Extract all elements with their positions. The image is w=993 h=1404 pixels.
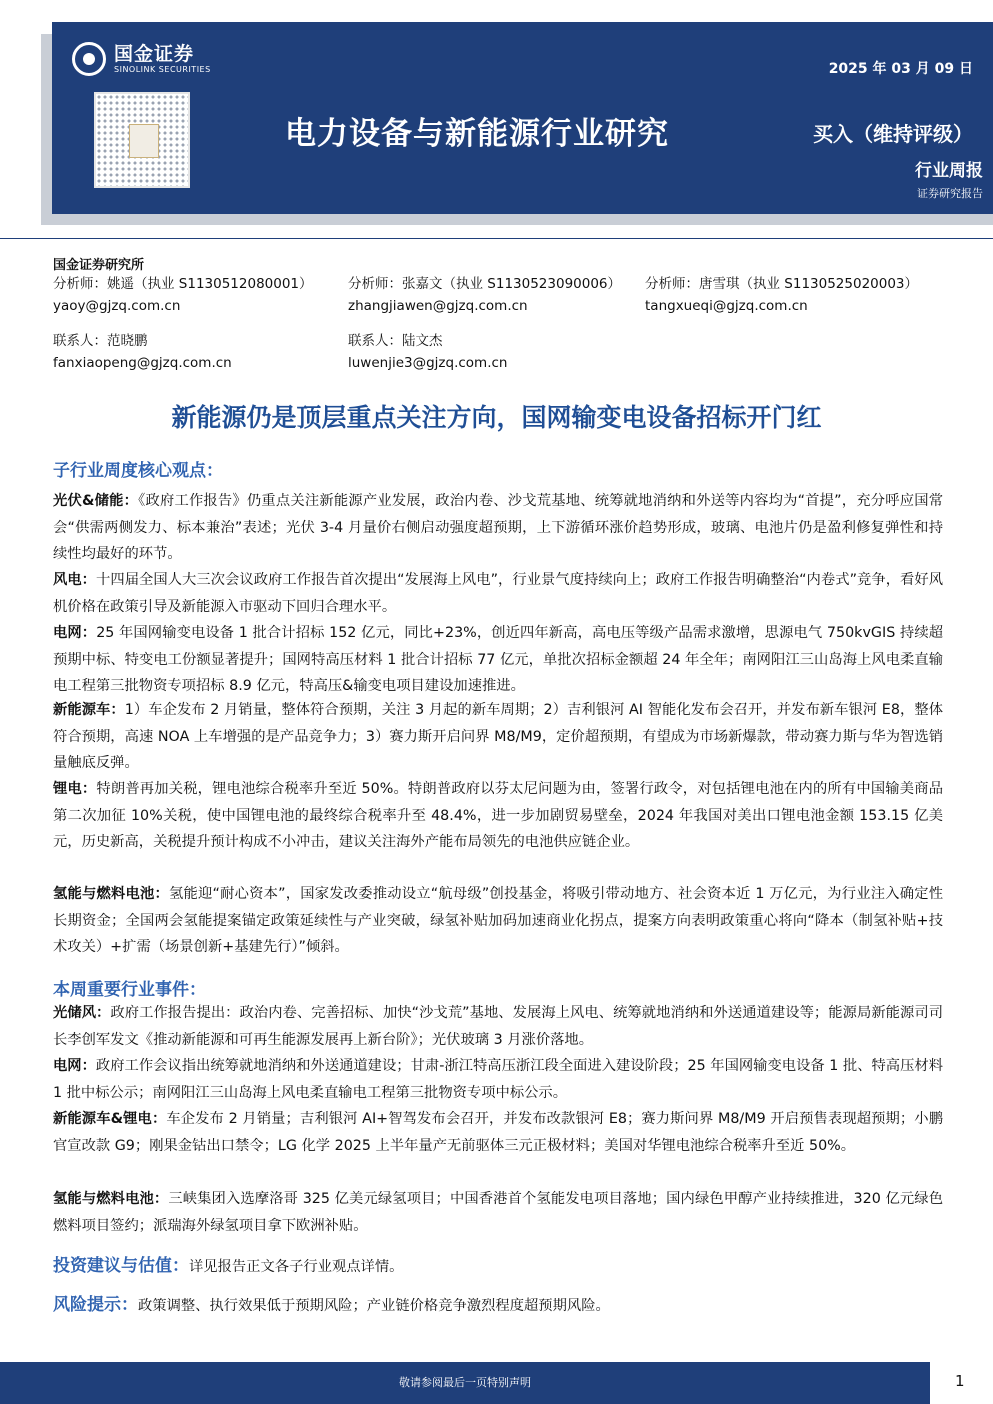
contact-card bbox=[348, 330, 507, 374]
contact-email[interactable]: zhangjiawen@gjzq.com.cn bbox=[348, 298, 528, 314]
contact-card bbox=[645, 273, 918, 317]
institute-name: 国金证券研究所 bbox=[53, 258, 145, 273]
contact-email[interactable]: fanxiaopeng@gjzq.com.cn bbox=[53, 355, 232, 371]
report-type: 行业周报 bbox=[915, 161, 983, 181]
paragraph bbox=[53, 567, 943, 620]
contact-card bbox=[53, 330, 232, 374]
paragraph bbox=[53, 1186, 943, 1239]
section-heading-investment: 投资建议与估值： bbox=[53, 1256, 189, 1276]
paragraph-key: 风电： bbox=[53, 572, 97, 588]
contact-card bbox=[348, 273, 621, 317]
paragraph-text: 政府工作会议指出统筹就地消纳和外送通道建设；甘肃-浙江特高压浙江段全面进入建设阶段；25 年国网输变电设备 1 批、特高压材料 1 批中标公示；南网阳江三山岛海上风电柔直输电工程第三批物资专项中标公示。 bbox=[53, 1058, 944, 1101]
section-heading-core: 子行业周度核心观点： bbox=[53, 461, 223, 481]
report-headline: 新能源仍是顶层重点关注方向，国网输变电设备招标开门红 bbox=[171, 403, 822, 432]
paragraph-key: 光伏&储能： bbox=[53, 493, 139, 509]
contact-card bbox=[53, 273, 313, 317]
qr-center-logo bbox=[129, 124, 159, 158]
paragraph-text: 车企发布 2 月销量；吉利银河 AI+智驾发布会召开，并发布改款银河 E8；赛力斯问界 M8/M9 开启预售表现超预期；小鹏官宣改款 G9；刚果金钴出口禁令；LG 化学 2025 上半年量产无前驱体三元正极材料；美国对华锂电池综合税率升至近 50%。 bbox=[53, 1111, 943, 1154]
report-date: 2025 年 03 月 09 日 bbox=[828, 61, 973, 77]
contact-label: 分析师：张嘉文（执业 S1130523090006） bbox=[348, 276, 622, 292]
risk-text: 政策调整、执行效果低于预期风险；产业链价格竞争激烈程度超预期风险。 bbox=[138, 1298, 610, 1314]
section-heading-events: 本周重要行业事件： bbox=[53, 980, 206, 1000]
brand-name-en: SINOLINK SECURITIES bbox=[114, 65, 211, 74]
paragraph-key: 新能源车&锂电： bbox=[53, 1111, 167, 1127]
brand-logo bbox=[72, 42, 211, 76]
contact-label: 分析师：唐雪琪（执业 S1130525020003） bbox=[645, 276, 919, 292]
paragraph bbox=[53, 620, 943, 700]
paragraph-text: 三峡集团入选摩洛哥 325 亿美元绿氢项目；中国香港首个氢能发电项目落地；国内绿色甲醇产业持续推进，320 亿元绿色燃料项目签约；派瑞海外绿氢项目拿下欧洲补贴。 bbox=[53, 1191, 943, 1234]
contact-email[interactable]: yaoy@gjzq.com.cn bbox=[53, 298, 181, 314]
investment-text: 详见报告正文各子行业观点详情。 bbox=[189, 1259, 404, 1275]
paragraph bbox=[53, 776, 943, 856]
risk-warning bbox=[53, 1292, 943, 1320]
paragraph-text: 特朗普再加关税，锂电池综合税率升至近 50%。特朗普政府以芬太尼问题为由，签署行政令，对包括锂电池在内的所有中国输美商品第二次加征 10%关税，使中国锂电池的最终综合税率升至 48.4%，进一步加剧贸易壁垒，2024 年我国对美出口锂电池金额 153.15 亿美元，历史新高，关税提升预计构成不小冲击，建议关注海外产能布局领先的电池供应链企业。 bbox=[53, 781, 943, 850]
paragraph-key: 氢能与燃料电池： bbox=[53, 1191, 169, 1207]
paragraph-key: 电网： bbox=[53, 625, 97, 641]
brand-name-cn: 国金证券 bbox=[114, 43, 195, 65]
qr-code-icon bbox=[94, 92, 190, 188]
paragraph-text: 政府工作报告提出：政治内卷、完善招标、加快“沙戈荒”基地、发展海上风电、统筹就地消纳和外送通道建设等；能源局新能源司司长李创军发文《推动新能源和可再生能源发展再上新台阶》；光伏玻璃 3 月涨价落地。 bbox=[53, 1005, 943, 1048]
paragraph-text: 十四届全国人大三次会议政府工作报告首次提出“发展海上风电”，行业景气度持续向上；政府工作报告明确整治“内卷式”竞争，看好风机价格在政策引导及新能源入市驱动下回归合理水平。 bbox=[53, 572, 943, 615]
report-subtitle: 证券研究报告 bbox=[917, 187, 983, 200]
paragraph-key: 光储风： bbox=[53, 1005, 111, 1021]
paragraph-text: 《政府工作报告》仍重点关注新能源产业发展，政治内卷、沙戈荒基地、统筹就地消纳和外送等内容均为“首提”，充分呼应国常会“供需两侧发力、标本兼治”表述；光伏 3-4 月量价右侧启动强度超预期，上下游循环涨价趋势形成，玻璃、电池片仍是盈利修复弹性和持续性均最好的环节。 bbox=[53, 493, 943, 562]
report-title: 电力设备与新能源行业研究 bbox=[285, 116, 669, 152]
contact-email[interactable]: tangxueqi@gjzq.com.cn bbox=[645, 298, 808, 314]
paragraph bbox=[53, 1053, 943, 1106]
paragraph-text: 氢能迎“耐心资本”，国家发改委推动设立“航母级”创投基金，将吸引带动地方、社会资本近 1 万亿元，为行业注入确定性长期资金；全国两会氢能提案锚定政策延续性与产业突破，绿氢补贴加码加速商业化拐点，提案方向表明政策重心将向“降本（制氢补贴+技术攻关）+扩需（场景创新+基建先行）”倾斜。 bbox=[53, 886, 944, 955]
paragraph bbox=[53, 881, 943, 961]
page-number: 1 bbox=[955, 1372, 965, 1390]
paragraph-key: 电网： bbox=[53, 1058, 96, 1074]
paragraph bbox=[53, 1000, 943, 1053]
paragraph-text: 1）车企发布 2 月销量，整体符合预期，关注 3 月起的新车周期；2）吉利银河 AI 智能化发布会召开，并发布新车银河 E8，整体符合预期，高速 NOA 上车增强的是产品竞争力；3）赛力斯开启问界 M8/M9，定价超预期，有望成为市场新爆款，带动赛力斯与华为智选销量触底反弹。 bbox=[53, 702, 943, 771]
contact-label: 联系人：陆文杰 bbox=[348, 333, 443, 349]
sinolink-logo-icon bbox=[72, 42, 106, 76]
paragraph-key: 锂电： bbox=[53, 781, 97, 797]
rating: 买入（维持评级） bbox=[813, 122, 973, 146]
investment-advice bbox=[53, 1253, 943, 1281]
section-heading-risk: 风险提示： bbox=[53, 1295, 138, 1315]
paragraph bbox=[53, 488, 943, 568]
divider bbox=[0, 238, 993, 239]
contact-label: 分析师：姚遥（执业 S1130512080001） bbox=[53, 276, 313, 292]
paragraph-key: 氢能与燃料电池： bbox=[53, 886, 170, 902]
footer-disclaimer: 敬请参阅最后一页特别声明 bbox=[0, 1362, 930, 1404]
contact-label: 联系人：范晓鹏 bbox=[53, 333, 148, 349]
paragraph bbox=[53, 1106, 943, 1159]
header-banner bbox=[52, 22, 993, 214]
contact-email[interactable]: luwenjie3@gjzq.com.cn bbox=[348, 355, 508, 371]
paragraph-text: 25 年国网输变电设备 1 批合计招标 152 亿元，同比+23%，创近四年新高，高电压等级产品需求激增，思源电气 750kvGIS 持续超预期中标、特变电工份额显著提升；国网特高压材料 1 批合计招标 77 亿元，单批次招标金额超 24 年全年；南网阳江三山岛海上风电柔直输电工程第三批物资专项招标 8.9 亿元，特高压&输变电项目建设加速推进。 bbox=[53, 625, 944, 694]
paragraph bbox=[53, 697, 943, 777]
paragraph-key: 新能源车： bbox=[53, 702, 125, 718]
